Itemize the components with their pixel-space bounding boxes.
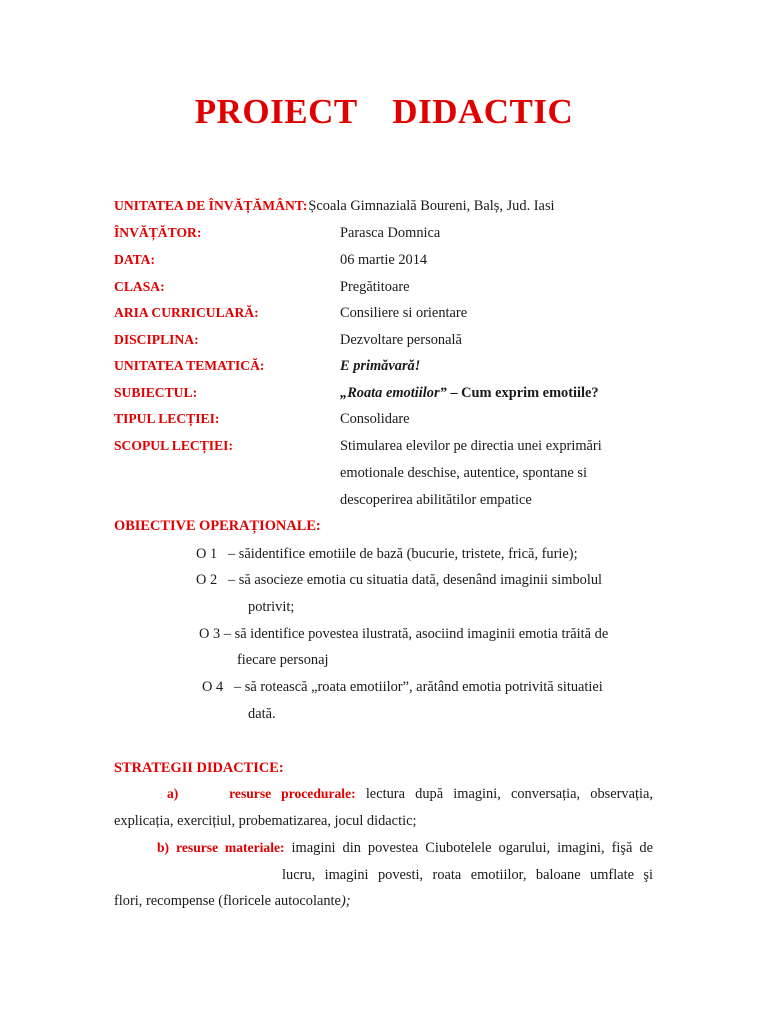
strategies-heading: STRATEGII DIDACTICE: [114,760,284,776]
objectives-heading: OBIECTIVE OPERAȚIONALE: [114,518,321,534]
field-value-line-2: emotionale deschise, autentice, spontane si [340,465,587,481]
strategy-a-line-1 [114,784,653,804]
field-label: ÎNVĂȚĂTOR: [114,225,202,240]
objective-text: – să rotească „roata emotiilor”, arătând emotia potrivită situatiei [233,679,603,695]
field-label: SUBIECTUL: [114,385,198,400]
subject-question: – Cum exprim emotiile? [446,385,599,401]
objective-o2-cont: potrivit; [248,599,295,615]
objective-text: – să asocieze emotia cu situatia dată, desenând imaginii simbolul [227,572,603,588]
field-unitatea-tematica [114,356,421,376]
strategy-text: imagini din povestea Ciubotelele ogarului, imagini, fişă de [291,840,653,856]
strategy-a-line-2: explicația, exercițiul, probematizarea, jocul didactic; [114,813,417,829]
field-tipul [114,409,410,429]
strategy-b-line-1 [114,838,653,858]
field-label: CLASA: [114,279,165,294]
document-title: PROIECT DIDACTIC [194,92,574,131]
subject-title: „Roata emotiilor” [340,385,447,401]
field-clasa [114,277,410,297]
objective-code: O 1 [196,546,218,562]
field-unitatea [114,196,555,216]
field-label: UNITATEA TEMATICĂ: [114,358,265,373]
field-disciplina [114,330,462,350]
objective-o4 [202,677,603,697]
strategy-b-line-3 [114,891,351,911]
strategy-text-end: ); [340,893,351,909]
field-data [114,250,428,270]
strategy-b-line-2: lucru, imagini povesti, roata emotiilor, baloane umflate şi [282,867,653,883]
field-value: Consiliere si orientare [340,305,468,321]
objective-text: – săidentifice emotiile de bază (bucurie, tristete, frică, furie); [227,546,578,562]
field-label: ARIA CURRICULARĂ: [114,305,259,320]
field-aria [114,303,468,323]
field-value: Dezvoltare personală [340,332,462,348]
field-value: Școala Gimnazială Boureni, Balș, Jud. Iasi [308,198,555,214]
objective-o1 [196,544,578,564]
field-label: SCOPUL LECȚIEI: [114,438,233,453]
field-value: Parasca Domnica [340,225,441,241]
field-value-line-3: descoperirea abilitătilor empatice [340,492,532,508]
objective-o2 [196,570,602,590]
field-label: DISCIPLINA: [114,332,199,347]
strategy-marker: a) [167,786,179,801]
field-scopul [114,436,602,456]
objective-text: – să identifice povestea ilustrată, asociind imaginii emotia trăită de [223,626,609,642]
objective-code: O 4 [202,679,224,695]
field-value: Pregătitoare [340,279,410,295]
field-subiectul [114,383,599,403]
strategy-text: flori, recompense (floricele autocolante [114,893,341,909]
strategy-label: resurse procedurale: [229,786,356,801]
field-value: Consolidare [340,411,410,427]
field-label: DATA: [114,252,156,267]
field-label: TIPUL LECȚIEI: [114,411,220,426]
strategy-marker: b) [157,840,170,855]
objective-code: O 3 [199,626,221,642]
field-value [340,383,599,403]
field-value: E primăvară! [340,358,421,374]
field-value-line-1: Stimularea elevilor pe directia unei exprimări [340,438,602,454]
objective-code: O 2 [196,572,218,588]
field-value: 06 martie 2014 [340,252,428,268]
strategy-label: resurse materiale: [176,840,285,855]
objective-o4-cont: dată. [248,706,276,722]
field-label: UNITATEA DE ÎNVĂȚĂMÂNT: [114,198,308,213]
field-invatator [114,223,441,243]
strategy-text: lectura după imagini, conversația, observația, [365,786,653,802]
objective-o3-cont: fiecare personaj [237,652,329,668]
objective-o3 [199,624,608,644]
